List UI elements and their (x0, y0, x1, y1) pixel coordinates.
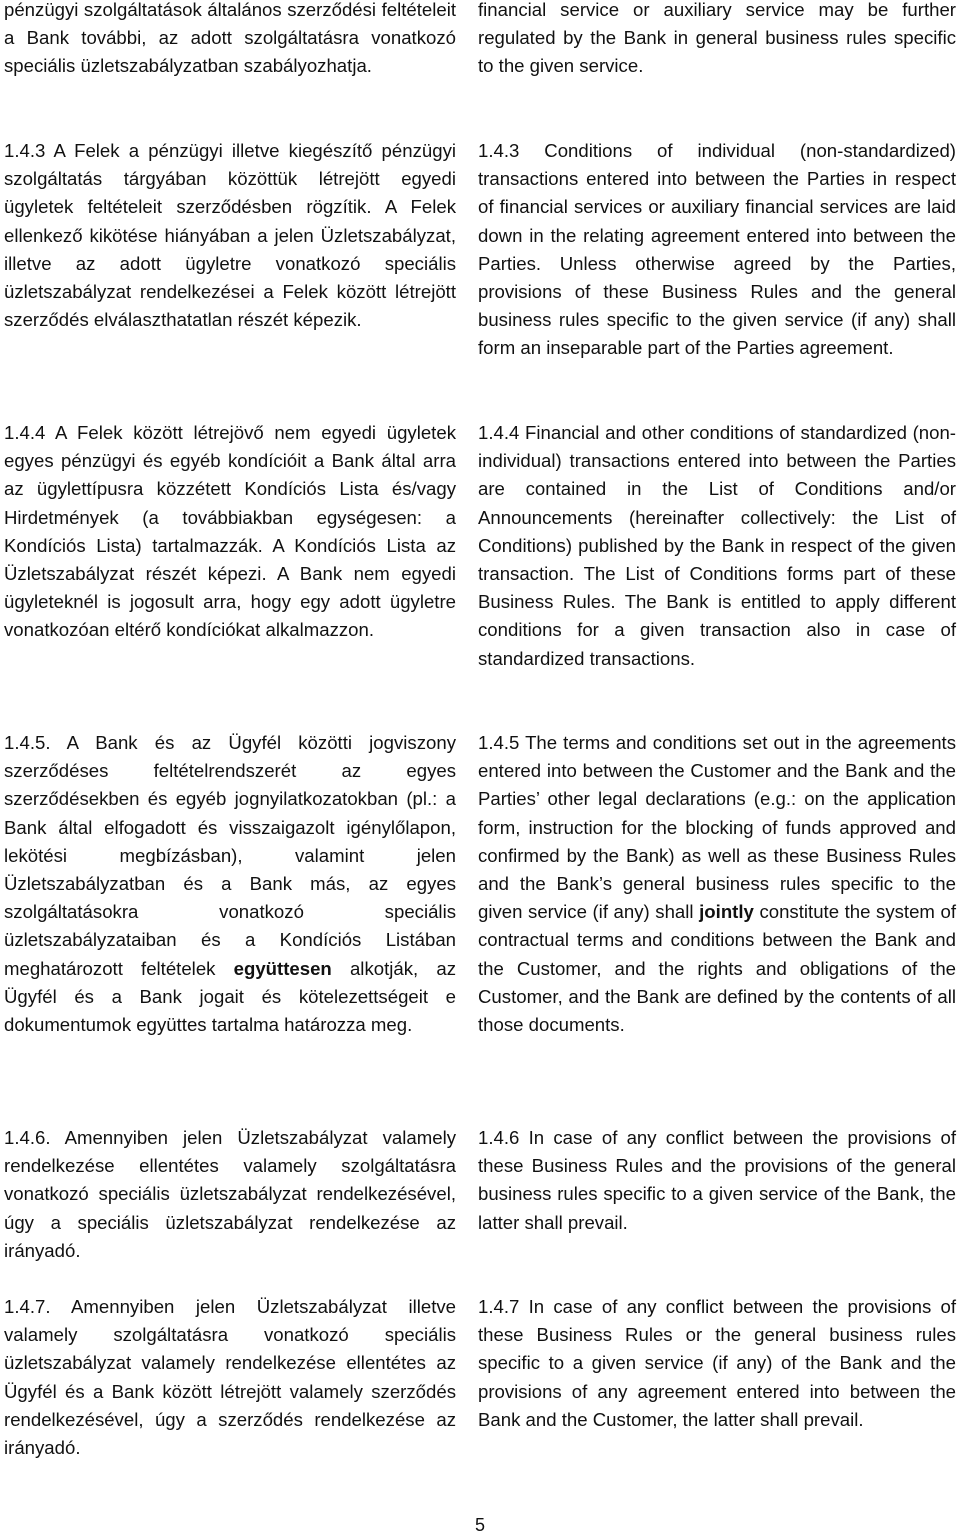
hu-paragraph-1-4-5 (4, 729, 456, 1039)
hu-paragraph-1-4-3: 1.4.3 A Felek a pénzügyi illetve kiegészítő pénzügyi szolgáltatás tárgyában közöttük létrejött egyedi ügyletek feltételeit szerződésben rögzítik. A Felek ellenkező kikötése hiányában a jelen Üzletszabályzat, illetve az adott ügyletre vonatkozó speciális üzletszabályzat rendelkezései a Felek között létrejött szerződés elválaszthatatlan részét képezik. (4, 140, 456, 331)
en-paragraph-1-4-5 (478, 729, 956, 1039)
hu-paragraph-1-4-7: 1.4.7. Amennyiben jelen Üzletszabályzat illetve valamely szolgáltatásra vonatkozó speciális üzletszabályzat valamely rendelkezése ellentétes az Ügyfél és a Bank között létrejött valamely szerződés rendelkezésével, úgy a szerződés rendelkezése az irányadó. (4, 1296, 456, 1459)
hu-paragraph-1-4-5-bold: együttesen (233, 957, 332, 979)
en-paragraph-1-4-4: 1.4.4 Financial and other conditions of standardized (non-individual) transactions entered into between the Parties are contained in the List of Conditions and/or Announcements (hereinafter collectively: the List of Conditions) published by the Bank in respect of the given transaction. The List of Conditions forms part of these Business Rules. The Bank is entitled to apply different conditions for a given transaction also in case of standardized transactions. (478, 422, 956, 669)
hu-paragraph-1-4-4: 1.4.4 A Felek között létrejövő nem egyedi ügyletek egyes pénzügyi és egyéb kondícióit a Bank által arra az ügylettípusra közzétett Kondíciós Lista és/vagy Hirdetmények (a továbbiakban egységesen: a Kondíciós Lista) tartalmazzák. A Kondíciós Lista az Üzletszabályzat részét képezi. A Bank nem egyedi ügyleteknél is jogosult arra, hogy egy adott ügyletre vonatkozóan eltérő kondíciókat alkalmazzon. (4, 422, 456, 641)
hu-paragraph-intro: pénzügyi szolgáltatások általános szerződési feltételeit a Bank további, az adott szolgáltatásra vonatkozó speciális üzletszabályzatban szabályozhatja. (4, 0, 456, 77)
en-paragraph-1-4-7: 1.4.7 In case of any conflict between the provisions of these Business Rules or the general business rules specific to a given service (if any) of the Bank and the provisions of any agreement entered into between the Bank and the Customer, the latter shall prevail. (478, 1296, 956, 1430)
en-paragraph-intro: financial service or auxiliary service may be further regulated by the Bank in general business rules specific to the given service. (478, 0, 956, 77)
en-paragraph-1-4-3: 1.4.3 Conditions of individual (non-standardized) transactions entered into between the Parties in respect of financial services or auxiliary financial services are laid down in the relating agreement entered into between the Parties. Unless otherwise agreed by the Parties, provisions of these Business Rules and the general business rules specific to the given service (if any) shall form an inseparable part of the Parties agreement. (478, 140, 956, 359)
en-paragraph-1-4-6: 1.4.6 In case of any conflict between the provisions of these Business Rules and the provisions of the general business rules specific to a given service of the Bank, the latter shall prevail. (478, 1127, 956, 1233)
hu-paragraph-1-4-6: 1.4.6. Amennyiben jelen Üzletszabályzat valamely rendelkezése ellentétes valamely szolgáltatásra vonatkozó speciális üzletszabályzat rendelkezésével, úgy a speciális üzletszabályzat rendelkezése az irányadó. (4, 1127, 456, 1261)
hu-paragraph-1-4-5-text-a: 1.4.5. A Bank és az Ügyfél közötti jogviszony szerződéses feltételrendszerét az egyes szerződésekben és egyéb jognyilatkozatokban (pl.: a Bank által elfogadott és visszaigazolt igénylőlapon, lekötési megbízásban), valamint jelen Üzletszabályzatban és a Bank más, az egyes szolgáltatásokra vonatkozó speciális üzletszabályzataiban és a Kondíciós Listában meghatározott feltételek (4, 732, 456, 979)
en-paragraph-1-4-5-text-b: constitute the system of contractual terms and conditions between the Bank and the Customer, and the rights and obligations of the Customer, and the Bank are defined by the contents of all those documents. (478, 901, 956, 1036)
hu-paragraph-1-4-5-text-b: alkotják, az Ügyfél és a Bank jogait és kötelezettségeit e dokumentumok együttes tartalma határozza meg. (4, 957, 456, 1036)
en-paragraph-1-4-5-text-a: 1.4.5 The terms and conditions set out in the agreements entered into between the Customer and the Bank and the Parties’ other legal declarations (e.g.: on the application form, instruction for the blocking of funds approved and confirmed by the Bank) as well as these Business Rules and the Bank’s general business rules specific to the given service (if any) shall (478, 732, 956, 923)
en-paragraph-1-4-5-bold: jointly (699, 901, 754, 923)
page-number: 5 (474, 1515, 485, 1535)
